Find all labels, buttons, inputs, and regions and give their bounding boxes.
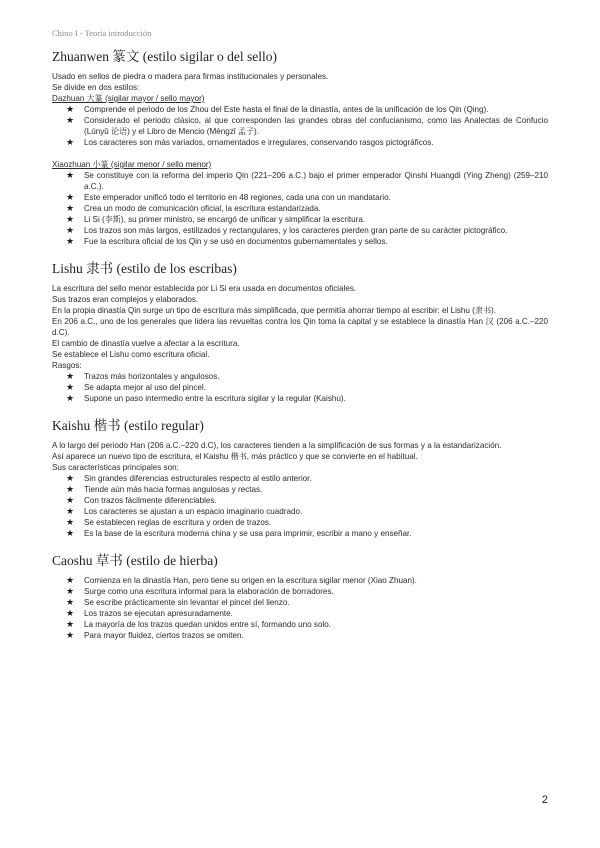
list-item-text: Se establecen reglas de escritura y orden de trazos. [84, 518, 272, 527]
star-bullet-icon: ★ [66, 597, 75, 607]
list-item-text: Los caracteres son más variados, ornamentados e irregulares, conservando rasgos pictográficos. [84, 138, 434, 147]
spacer [52, 148, 548, 159]
list-item-text: Fue la escritura oficial de los Qin y se usó en documentos gubernamentales y sellos. [84, 237, 388, 246]
section-title: Caoshu 草书 (estilo de hierba) [52, 553, 218, 568]
list-item [66, 586, 548, 597]
list-item-text: Considerado el periodo clásico, al que corresponden las grandes obras del confucianismo, como las Analectas de Confucio (Lúnyǔ 论语) y el Libro de Mencio (Mèngzǐ 孟子). [84, 116, 548, 136]
star-bullet-icon: ★ [66, 619, 75, 629]
star-bullet-icon: ★ [66, 371, 75, 381]
list-item-text: Se constituye con la reforma del imperio Qin (221–206 a.C.) bajo el primer emperador Qinshi Huangdi (Ying Zheng) (259–210 a.C.). [84, 171, 548, 191]
star-bullet-icon: ★ [66, 137, 75, 147]
list-item [66, 371, 548, 382]
list-item [66, 104, 548, 115]
document-content [52, 49, 548, 641]
list-item [66, 575, 548, 586]
list-item-text: Comienza en la dinastía Han, pero tiene su origen en la escritura sigilar menor (Xiao Zhuan). [84, 576, 417, 585]
paragraph: Se establece el Lishu como escritura oficial. [52, 350, 210, 359]
paragraph: Usado en sellos de piedra o madera para firmas institucionales y personales. [52, 72, 329, 81]
star-bullet-icon: ★ [66, 382, 75, 392]
subheading: Xiaozhuan 小篆 (sigilar menor / sello menor) [52, 160, 212, 169]
paragraph: El cambio de dinastía vuelve a afectar a la escritura. [52, 339, 240, 348]
list-item-text: Comprende el periodo de los Zhou del Este hasta el final de la dinastía, antes de la unificación de los Qin (Qing). [84, 105, 489, 114]
paragraph: Así aparece un nuevo tipo de escritura, el Kaishu 楷书, más práctico y que se convierte en el habitual. [52, 452, 418, 461]
star-bullet-icon: ★ [66, 115, 75, 125]
list-item [66, 393, 548, 404]
list-item [66, 473, 548, 484]
paragraph: Rasgos: [52, 361, 82, 370]
section [52, 261, 548, 404]
bullet-list [52, 371, 548, 404]
list-item-text: Se escribe prácticamente sin levantar el pincel del lienzo. [84, 598, 290, 607]
section-title: Kaishu 楷书 (estilo regular) [52, 418, 204, 433]
list-item [66, 170, 548, 192]
list-item-text: Para mayor fluidez, ciertos trazos se omiten. [84, 631, 244, 640]
list-item [66, 484, 548, 495]
subheading: Dazhuan 大篆 (sigilar mayor / sello mayor) [52, 94, 205, 103]
star-bullet-icon: ★ [66, 170, 75, 180]
star-bullet-icon: ★ [66, 528, 75, 538]
list-item-text: Los caracteres se ajustan a un espacio imaginario cuadrado. [84, 507, 303, 516]
star-bullet-icon: ★ [66, 495, 75, 505]
star-bullet-icon: ★ [66, 575, 75, 585]
list-item-text: Supone un paso intermedio entre la escritura sigilar y la regular (Kaishu). [84, 394, 346, 403]
list-item [66, 192, 548, 203]
list-item-text: Li Si (李斯), su primer ministro, se encargó de unificar y simplificar la escritura. [84, 215, 366, 224]
list-item [66, 382, 548, 393]
document-page [52, 28, 548, 655]
star-bullet-icon: ★ [66, 473, 75, 483]
list-item [66, 236, 548, 247]
bullet-list [52, 104, 548, 148]
paragraph: A lo largo del periodo Han (206 a.C.–220 d.C), los caracteres tienden a la simplificación de sus formas y a la estandarización. [52, 441, 502, 450]
page-number: 2 [541, 794, 548, 806]
list-item-text: Trazos más horizontales y angulosos. [84, 372, 220, 381]
bullet-list [52, 575, 548, 641]
star-bullet-icon: ★ [66, 484, 75, 494]
paragraph: Sus características principales son: [52, 463, 179, 472]
section [52, 418, 548, 539]
list-item [66, 597, 548, 608]
star-bullet-icon: ★ [66, 586, 75, 596]
star-bullet-icon: ★ [66, 214, 75, 224]
star-bullet-icon: ★ [66, 236, 75, 246]
list-item [66, 506, 548, 517]
paragraph: Se divide en dos estilos: [52, 83, 140, 92]
list-item-text: Los trazos se ejecutan apresuradamente. [84, 609, 233, 618]
star-bullet-icon: ★ [66, 192, 75, 202]
section [52, 49, 548, 247]
list-item [66, 608, 548, 619]
list-item-text: La mayoría de los trazos quedan unidos entre sí, formando uno solo. [84, 620, 332, 629]
list-item [66, 115, 548, 137]
section [52, 553, 548, 641]
list-item [66, 203, 548, 214]
star-bullet-icon: ★ [66, 517, 75, 527]
paragraph: En 206 a.C., uno de los generales que lidera las revueltas contra los Qin toma la capital y se establece la dinastía Han 汉 (206 a.C.–220 d.C). [52, 317, 548, 337]
list-item-text: Crea un modo de comunicación oficial, la escritura estandarizada. [84, 204, 321, 213]
running-header: Chino I - Teoría introducción [52, 28, 152, 38]
bullet-list [52, 473, 548, 539]
list-item [66, 630, 548, 641]
list-item [66, 495, 548, 506]
list-item-text: Los trazos son más largos, estilizados y rectangulares, y los caracteres pierden gran parte de su carácter pictográfico. [84, 226, 508, 235]
star-bullet-icon: ★ [66, 225, 75, 235]
star-bullet-icon: ★ [66, 393, 75, 403]
star-bullet-icon: ★ [66, 506, 75, 516]
list-item-text: Con trazos fácilmente diferenciables. [84, 496, 217, 505]
list-item [66, 619, 548, 630]
paragraph: En la propia dinastía Qin surge un tipo de escritura más simplificada, que permitía ahorrar tiempo al escribir: el Lishu (隶书). [52, 306, 497, 315]
star-bullet-icon: ★ [66, 630, 75, 640]
section-title: Zhuanwen 篆文 (estilo sigilar o del sello) [52, 49, 277, 64]
list-item [66, 528, 548, 539]
paragraph: Sus trazos eran complejos y elaborados. [52, 295, 199, 304]
list-item-text: Surge como una escritura informal para la elaboración de borradores. [84, 587, 334, 596]
list-item-text: Es la base de la escritura moderna china y se usa para imprimir, escribir a mano y enseñar. [84, 529, 412, 538]
star-bullet-icon: ★ [66, 608, 75, 618]
list-item-text: Se adapta mejor al uso del pincel. [84, 383, 206, 392]
list-item [66, 214, 548, 225]
paragraph: La escritura del sello menor establecida por Li Si era usada en documentos oficiales. [52, 284, 357, 293]
star-bullet-icon: ★ [66, 104, 75, 114]
list-item [66, 137, 548, 148]
list-item [66, 517, 548, 528]
star-bullet-icon: ★ [66, 203, 75, 213]
list-item-text: Sin grandes diferencias estructurales respecto al estilo anterior. [84, 474, 312, 483]
list-item [66, 225, 548, 236]
list-item-text: Este emperador unificó todo el territorio en 48 regiones, cada una con un mandatario. [84, 193, 391, 202]
bullet-list [52, 170, 548, 247]
list-item-text: Tiende aún más hacia formas angulosas y rectas. [84, 485, 263, 494]
section-title: Lishu 隶书 (estilo de los escribas) [52, 261, 237, 276]
